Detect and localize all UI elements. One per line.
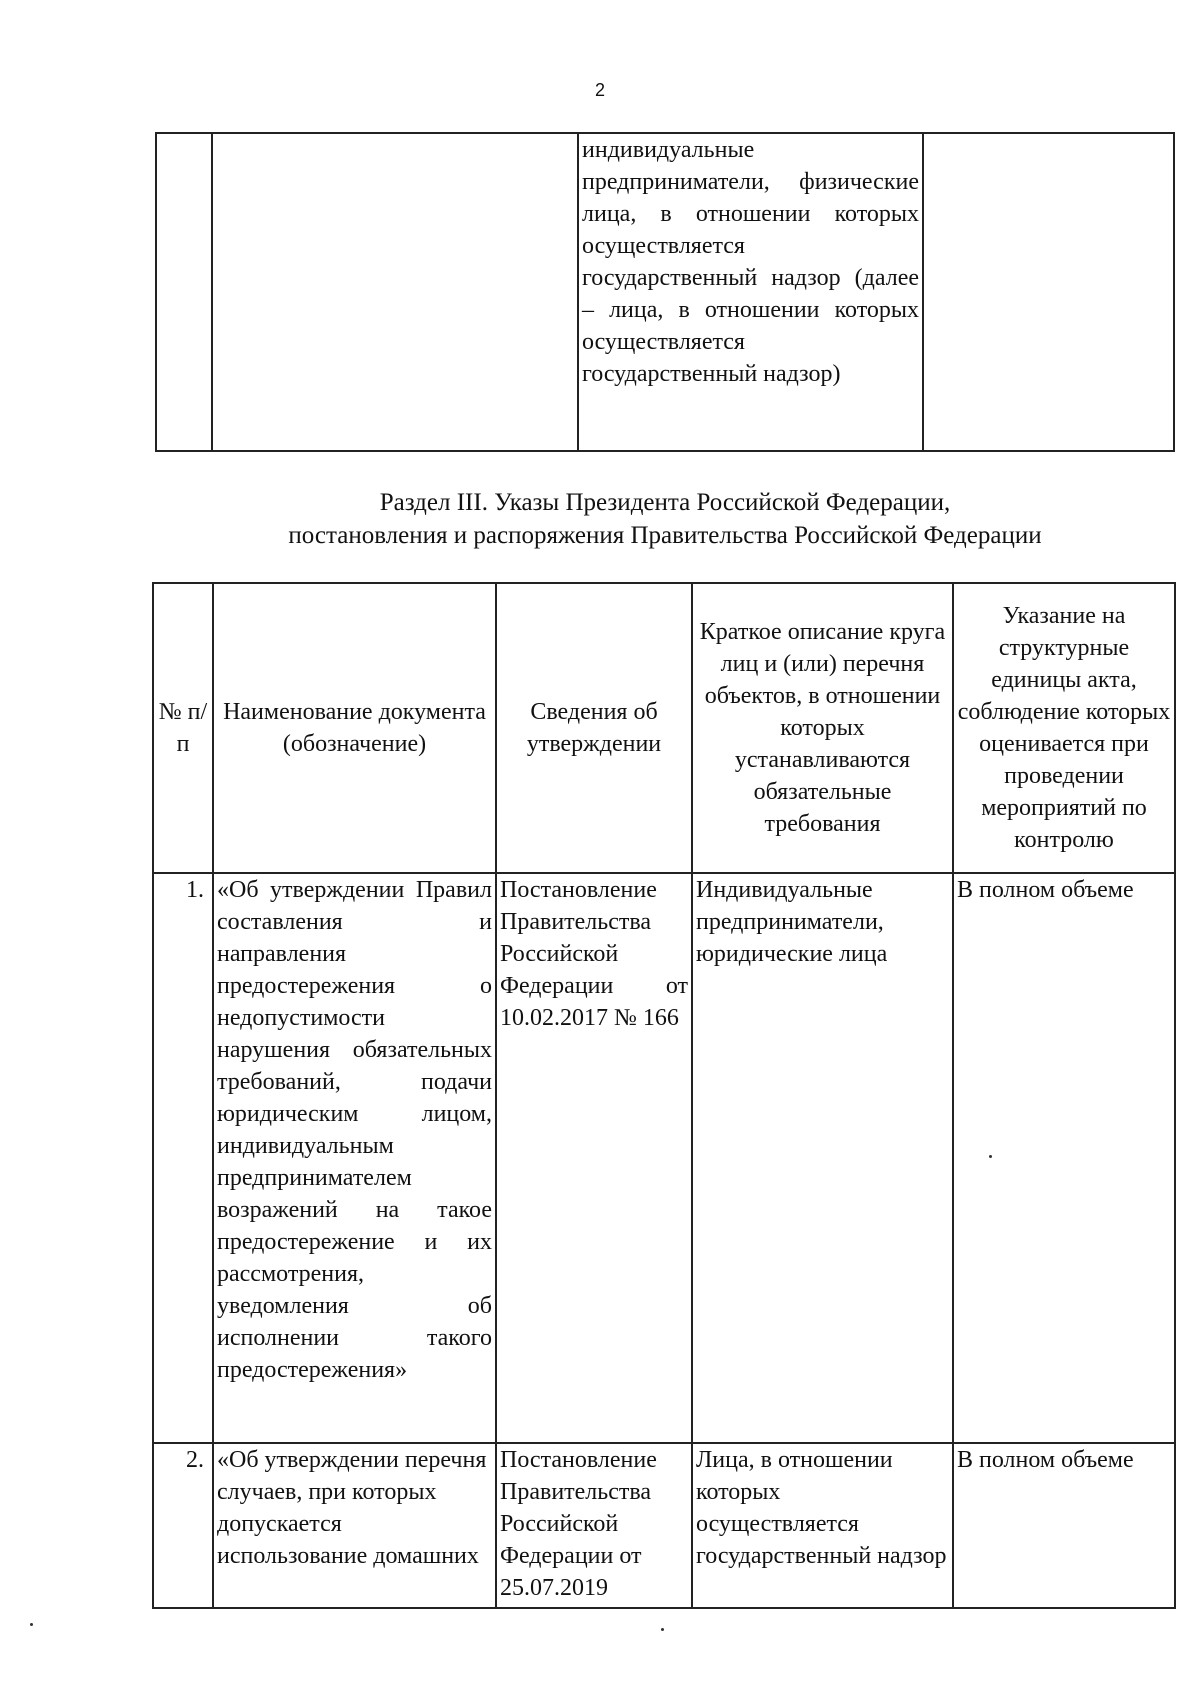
cell-name xyxy=(212,133,578,451)
approval-info: Постановление Правительства Российской Федерации от 10.02.2017 № 166 xyxy=(496,873,692,1443)
cell-persons: индивидуальные предприниматели, физические лица, в отношении которых осуществляется государственный надзор (далее – лица, в отношении которых осуществляется государственный надзор) xyxy=(578,133,923,451)
persons-description: Лица, в отношении которых осуществляется государственный надзор xyxy=(692,1443,953,1608)
cell-units xyxy=(923,133,1174,451)
section-title-line-2: постановления и распоряжения Правительства Российской Федерации xyxy=(288,522,1042,549)
document-name: «Об утверждении Правил составления и направления предостережения о недопустимости нарушения обязательных требований, подачи юридическим лицом, индивидуальным предпринимателем возражений на такое предостережение и их рассмотрения, уведомления об исполнении такого предостережения» xyxy=(213,873,496,1443)
section-title-line-1: Раздел III. Указы Президента Российской Федерации, xyxy=(379,489,951,516)
persons-description: Индивидуальные предприниматели, юридические лица xyxy=(692,873,953,1443)
table-row xyxy=(153,1443,1175,1608)
continuation-table xyxy=(155,132,1175,452)
header-approval: Сведения об утверждении xyxy=(496,583,692,873)
approval-info: Постановление Правительства Российской Федерации от 25.07.2019 xyxy=(496,1443,692,1608)
scan-speck xyxy=(30,1623,33,1626)
header-units: Указание на структурные единицы акта, соблюдение которых оценивается при проведении мероприятий по контролю xyxy=(953,583,1175,873)
row-number: 2. xyxy=(153,1443,213,1608)
row-number: 1. xyxy=(153,873,213,1443)
page-number: 2 xyxy=(594,80,605,100)
header-num: № п/п xyxy=(153,583,213,873)
table-header-row xyxy=(153,583,1175,873)
structural-units: В полном объеме xyxy=(953,1443,1175,1608)
acts-table xyxy=(152,582,1176,1609)
header-persons: Краткое описание круга лиц и (или) перечня объектов, в отношении которых устанавливаются обязательные требования xyxy=(692,583,953,873)
scan-speck xyxy=(661,1628,664,1631)
structural-units: В полном объеме xyxy=(953,873,1175,1443)
cell-num xyxy=(156,133,212,451)
table-row xyxy=(156,133,1174,451)
scan-speck xyxy=(989,1155,992,1158)
header-name: Наименование документа (обозначение) xyxy=(213,583,496,873)
table-row xyxy=(153,873,1175,1443)
document-name: «Об утверждении перечня случаев, при которых допускается использование домашних xyxy=(213,1443,496,1608)
section-title xyxy=(150,486,1180,552)
